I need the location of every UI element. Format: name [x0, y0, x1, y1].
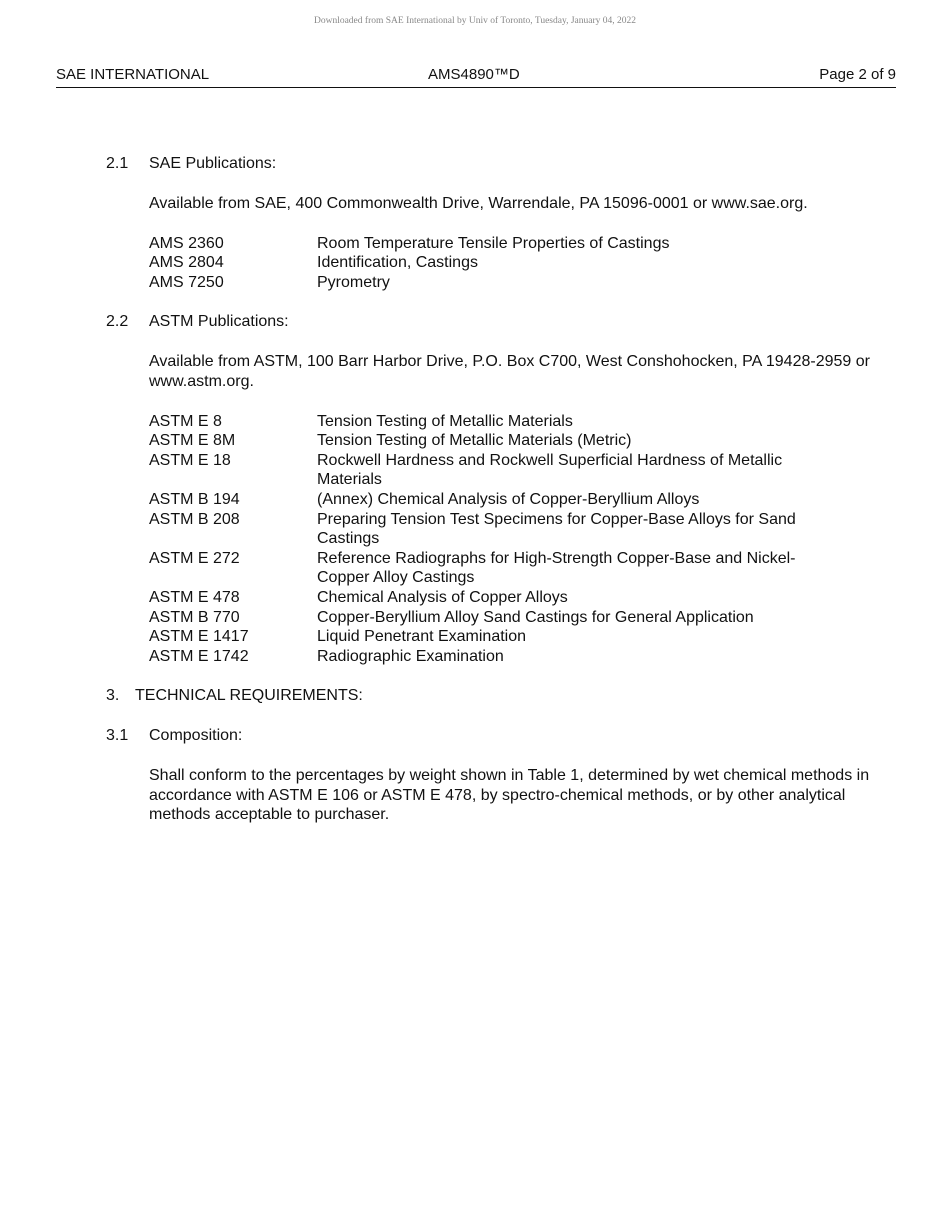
reference-code: AMS 7250	[149, 273, 224, 291]
header-org: SAE INTERNATIONAL	[56, 66, 210, 83]
section-title: SAE Publications:	[149, 155, 277, 172]
section-number: 3.1	[106, 727, 129, 745]
section-title: Composition:	[149, 727, 243, 745]
reference-row	[149, 431, 886, 451]
header-doc-id: AMS4890™D	[428, 66, 520, 83]
section-number: 2.1	[106, 155, 129, 172]
section-title: ASTM Publications:	[149, 313, 289, 331]
section-3-heading	[106, 686, 886, 706]
reference-title: Pyrometry	[317, 273, 390, 291]
reference-title: Reference Radiographs for High-Strength Copper-Base and Nickel-Copper Alloy Castings	[317, 549, 796, 587]
reference-row	[149, 234, 886, 254]
reference-code: AMS 2804	[149, 254, 224, 272]
header-page-number: Page 2 of 9	[819, 66, 896, 83]
reference-row	[149, 253, 886, 273]
section-2-1-heading	[106, 154, 886, 174]
reference-row	[149, 273, 886, 293]
reference-code: ASTM E 272	[149, 549, 240, 567]
page-header	[56, 66, 896, 88]
reference-title: Radiographic Examination	[317, 647, 504, 665]
reference-code: ASTM B 770	[149, 608, 240, 626]
reference-row	[149, 490, 886, 510]
sae-reference-list	[149, 234, 886, 293]
astm-reference-list	[149, 412, 886, 667]
reference-title: (Annex) Chemical Analysis of Copper-Beryllium Alloys	[317, 490, 700, 508]
section-3-1-heading	[106, 726, 886, 746]
section-title: TECHNICAL REQUIREMENTS:	[135, 687, 363, 705]
reference-code: ASTM E 1417	[149, 628, 249, 646]
reference-title: Chemical Analysis of Copper Alloys	[317, 588, 568, 606]
download-watermark: Downloaded from SAE International by Univ of Toronto, Tuesday, January 04, 2022	[313, 16, 637, 26]
reference-code: ASTM E 1742	[149, 647, 249, 665]
reference-title: Liquid Penetrant Examination	[317, 628, 527, 646]
astm-availability: Available from ASTM, 100 Barr Harbor Drive, P.O. Box C700, West Conshohocken, PA 19428-2959 or www.astm.org.	[149, 353, 870, 390]
reference-code: ASTM B 194	[149, 490, 240, 508]
reference-row	[149, 608, 886, 628]
reference-title: Identification, Castings	[317, 254, 478, 272]
reference-row	[149, 549, 886, 588]
reference-row	[149, 588, 886, 608]
document-body	[106, 154, 886, 845]
section-number: 2.2	[106, 313, 129, 331]
reference-title: Copper-Beryllium Alloy Sand Castings for General Application	[317, 608, 754, 626]
reference-title: Room Temperature Tensile Properties of Castings	[317, 234, 670, 252]
section-2-2-heading	[106, 312, 886, 332]
reference-code: ASTM B 208	[149, 510, 240, 528]
reference-code: ASTM E 478	[149, 588, 240, 606]
composition-body: Shall conform to the percentages by weight shown in Table 1, determined by wet chemical methods in accordance with ASTM E 106 or ASTM E 478, by spectro-chemical methods, or by other analytical methods acceptable to purchaser.	[149, 767, 870, 824]
reference-title: Tension Testing of Metallic Materials (Metric)	[317, 432, 632, 450]
reference-code: ASTM E 8M	[149, 432, 236, 450]
reference-code: ASTM E 18	[149, 451, 231, 469]
reference-code: ASTM E 8	[149, 412, 222, 430]
reference-title: Rockwell Hardness and Rockwell Superficial Hardness of Metallic Materials	[317, 451, 783, 489]
reference-code: AMS 2360	[149, 234, 224, 252]
reference-row	[149, 647, 886, 667]
reference-title: Tension Testing of Metallic Materials	[317, 412, 573, 430]
sae-availability: Available from SAE, 400 Commonwealth Drive, Warrendale, PA 15096-0001 or www.sae.org.	[149, 195, 808, 212]
reference-row	[149, 510, 886, 549]
reference-row	[149, 451, 886, 490]
section-number: 3.	[106, 687, 120, 705]
reference-row	[149, 412, 886, 432]
reference-title: Preparing Tension Test Specimens for Copper-Base Alloys for Sand Castings	[317, 510, 796, 548]
reference-row	[149, 627, 886, 647]
